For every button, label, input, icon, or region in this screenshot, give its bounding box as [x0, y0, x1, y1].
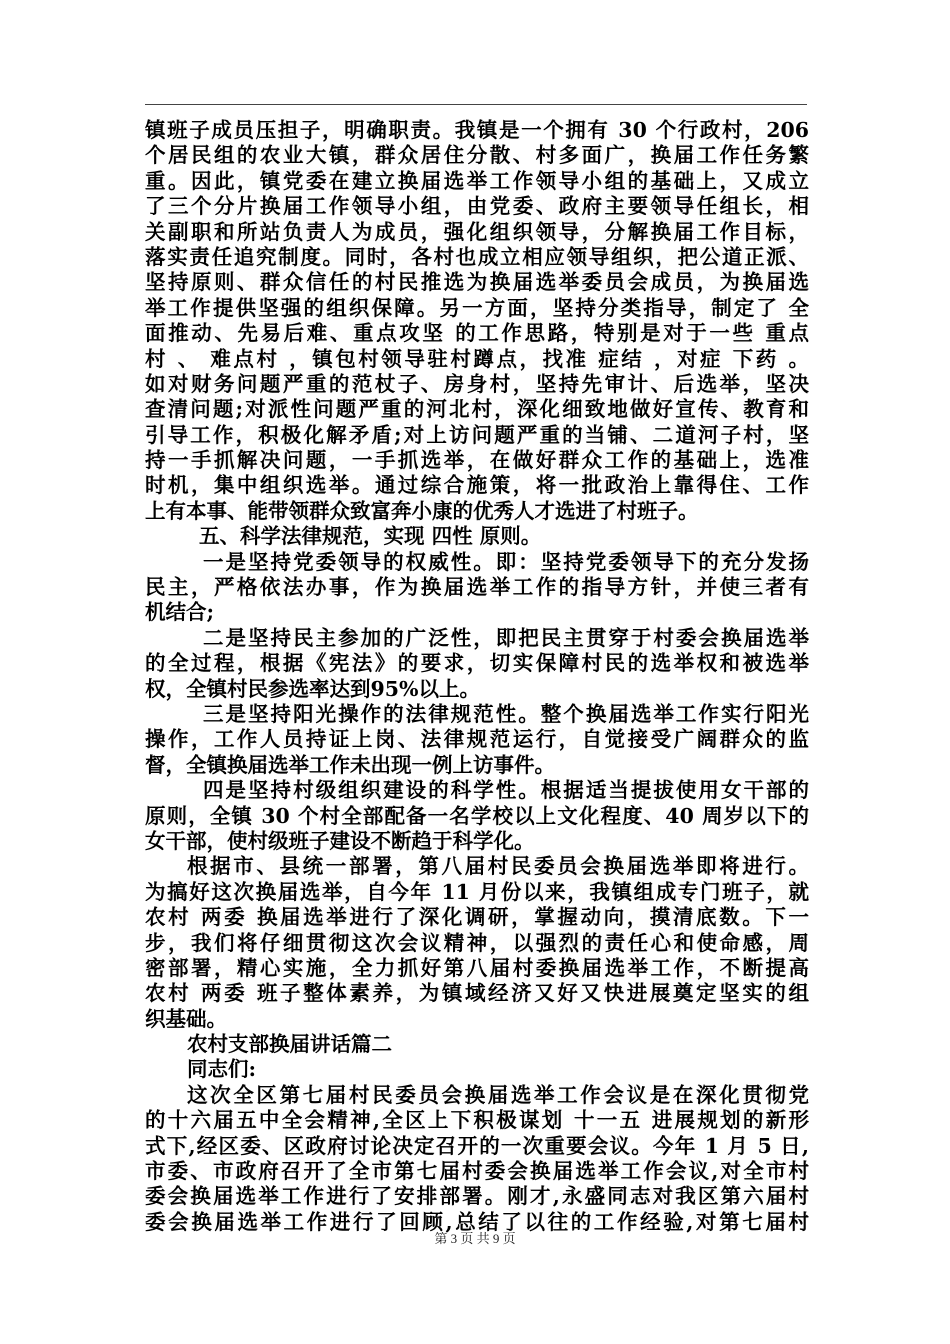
body-line: 镇班子成员压担子，明确职责。我镇是一个拥有 30 个行政村，206: [145, 118, 809, 142]
section-heading: 五、科学法律规范，实现 四性 原则。: [199, 524, 542, 549]
body-line: 原则，全镇 30 个村全部配备一名学校以上文化程度、40 周岁以下的: [145, 803, 809, 828]
body-line: 个居民组的农业大镇，群众居住分散、村多面广，换届工作任务繁: [145, 143, 809, 168]
body-line: 一是坚持党委领导的权威性。即：坚持党委领导下的充分发扬: [203, 549, 809, 574]
body-line: 面推动、先易后难、重点攻坚 的工作思路，特别是对于一些 重点: [145, 321, 809, 346]
body-line: 操作，工作人员持证上岗、法律规范运行，自觉接受广阔群众的监: [145, 727, 809, 752]
body-line: 步，我们将仔细贯彻这次会议精神，以强烈的责任心和使命感，周: [145, 930, 809, 955]
section-title: 农村支部换届讲话篇二: [187, 1032, 392, 1057]
body-line: 市委、市政府召开了全市第七届村委会换届选举工作会议,对全市村: [145, 1159, 809, 1184]
body-line: 式下,经区委、区政府讨论决定召开的一次重要会议。今年 1 月 5 日,: [145, 1133, 809, 1158]
body-line: 引导工作，积极化解矛盾;对上访问题严重的当铺、二道河子村，坚: [145, 422, 809, 447]
body-line: 重。因此，镇党委在建立换届选举工作领导小组的基础上，又成立: [145, 168, 809, 193]
body-line: 这次全区第七届村民委员会换届选举工作会议是在深化贯彻党: [187, 1082, 809, 1107]
header-rule: [145, 104, 807, 105]
body-line: 机结合;: [145, 600, 215, 625]
body-line: 四是坚持村级组织建设的科学性。根据适当提拔使用女干部的: [203, 778, 809, 803]
body-line: 的十六届五中全会精神,全区上下积极谋划 十一五 进展规划的新形: [145, 1108, 809, 1133]
body-line: 女干部，使村级班子建设不断趋于科学化。: [145, 828, 535, 853]
document-body: [145, 118, 809, 1235]
body-line: 农村 两委 班子整体素养，为镇域经济又好又快进展奠定坚实的组: [145, 981, 809, 1006]
body-line: 如对财务问题严重的范杖子、房身村，坚持先审计、后选举，坚决: [145, 371, 809, 396]
body-line: 的全过程，根据《宪法》的要求，切实保障村民的选举权和被选举: [145, 651, 809, 676]
body-line: 二是坚持民主参加的广泛性，即把民主贯穿于村委会换届选举: [203, 625, 809, 650]
body-line: 为搞好这次换届选举，自今年 11 月份以来，我镇组成专门班子，就: [145, 879, 809, 904]
body-line: 权，全镇村民参选率达到95%以上。: [145, 676, 481, 701]
body-line: 委会换届选举工作进行了回顾,总结了以往的工作经验,对第七届村: [145, 1209, 809, 1234]
body-line: 上有本事、能带领群众致富奔小康的优秀人才选进了村班子。: [145, 498, 699, 523]
body-line: 查清问题;对派性问题严重的河北村，深化细致地做好宣传、教育和: [145, 397, 809, 422]
body-line: 时机，集中组织选举。通过综合施策，将一批政治上靠得住、工作: [145, 473, 809, 498]
body-line: 三是坚持阳光操作的法律规范性。整个换届选举工作实行阳光: [203, 701, 809, 726]
body-line: 农村 两委 换届选举进行了深化调研，掌握动向，摸清底数。下一: [145, 905, 809, 930]
body-line: 根据市、县统一部署，第八届村民委员会换届选举即将进行。: [187, 854, 809, 879]
body-line: 关副职和所站负责人为成员，强化组织领导，分解换届工作目标，: [145, 219, 809, 244]
salutation: 同志们:: [187, 1057, 257, 1082]
body-line: 持一手抓解决问题，一手抓选举，在做好群众工作的基础上，选准: [145, 448, 809, 473]
body-line: 落实责任追究制度。同时，各村也成立相应领导组织，把公道正派、: [145, 244, 809, 269]
body-line: 密部署，精心实施，全力抓好第八届村委换届选举工作，不断提高: [145, 955, 809, 980]
body-line: 织基础。: [145, 1006, 227, 1031]
body-line: 民主，严格依法办事，作为换届选举工作的指导方针，并使三者有: [145, 575, 809, 600]
body-line: 委会换届选举工作进行了安排部署。刚才,永盛同志对我区第六届村: [145, 1184, 809, 1209]
body-line: 了三个分片换届工作领导小组，由党委、政府主要领导任组长，相: [145, 194, 809, 219]
body-line: 举工作提供坚强的组织保障。另一方面，坚持分类指导，制定了 全: [145, 295, 809, 320]
page-number-footer: 第 3 页 共 9 页: [434, 1231, 516, 1246]
body-line: 坚持原则、群众信任的村民推选为换届选举委员会成员，为换届选: [145, 270, 809, 295]
body-line: 村 、 难点村 ，镇包村领导驻村蹲点，找准 症结 ，对症 下药 。: [145, 346, 809, 371]
body-line: 督，全镇换届选举工作未出现一例上访事件。: [145, 752, 555, 777]
